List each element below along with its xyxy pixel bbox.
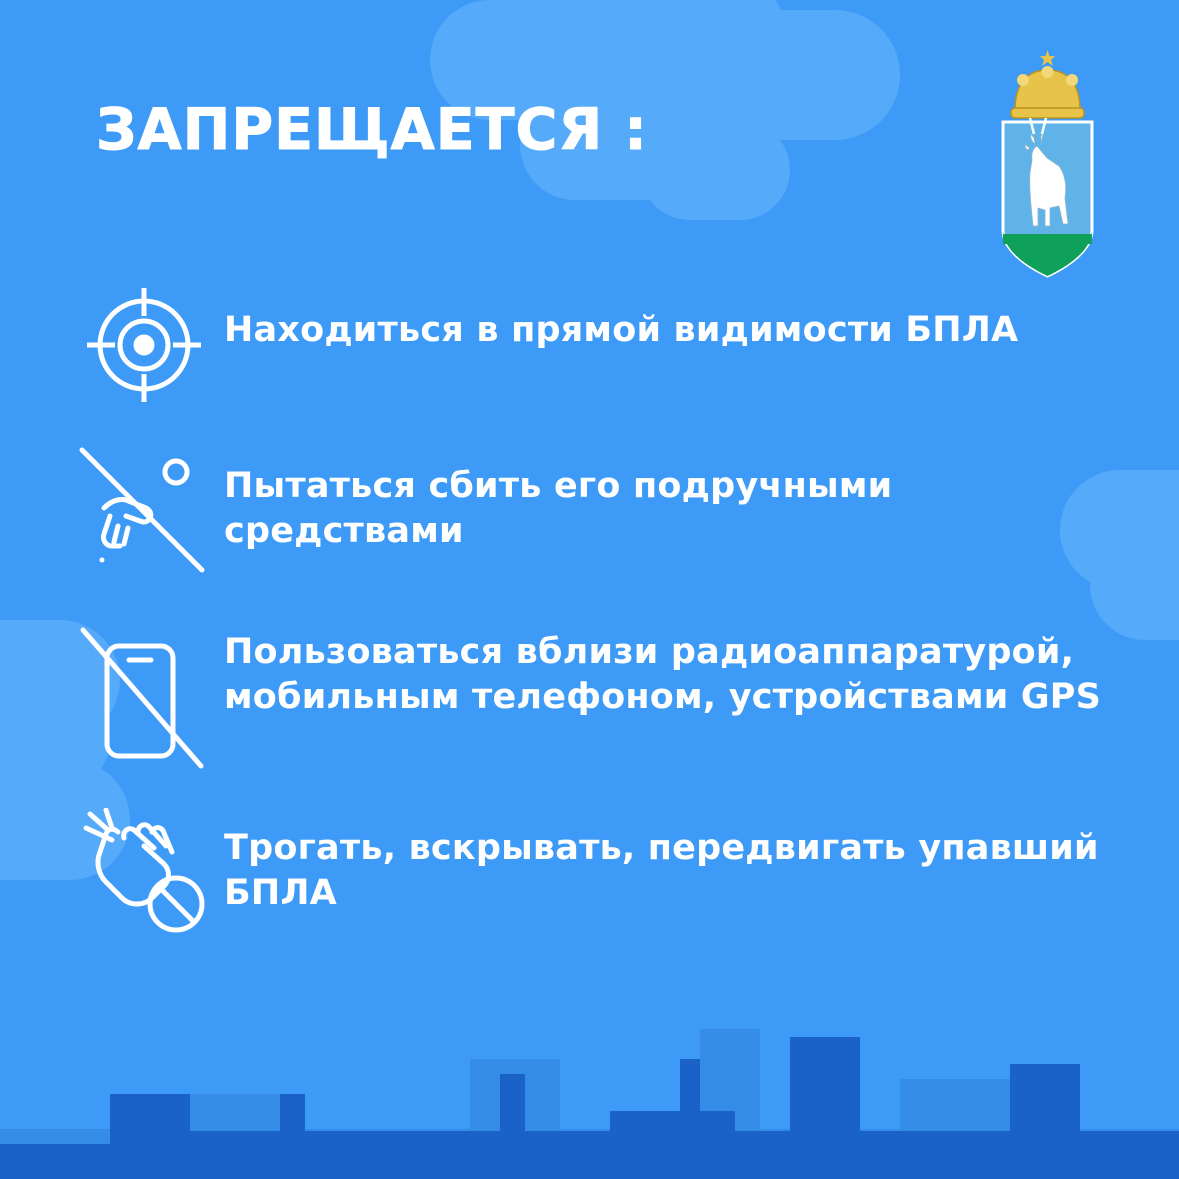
page-title: ЗАПРЕЩАЕТСЯ :: [96, 97, 648, 163]
do-not-touch-icon: [64, 804, 224, 938]
list-item: [64, 438, 1124, 582]
prohibition-list: [64, 282, 1124, 972]
list-item: [64, 804, 1124, 938]
crown-icon: [1011, 50, 1084, 118]
list-item-label: Находиться в прямой видимости БПЛА: [224, 310, 1019, 350]
list-item-label: Трогать, вскрывать, передвигать упавший БПЛА: [224, 828, 1099, 913]
cloud-shape: [640, 120, 790, 220]
crosshair-target-icon: [64, 282, 224, 404]
list-item: [64, 616, 1124, 770]
no-mobile-phone-icon: [64, 616, 224, 770]
list-item: [64, 282, 1124, 404]
no-hit-with-stick-icon: [64, 438, 224, 582]
coat-of-arms-samara: [985, 48, 1110, 278]
list-item-label: Пытаться сбить его подручными средствами: [224, 466, 893, 551]
list-item-label: Пользоваться вблизи радиоаппаратурой, мобильным телефоном, устройствами GPS: [224, 632, 1102, 717]
